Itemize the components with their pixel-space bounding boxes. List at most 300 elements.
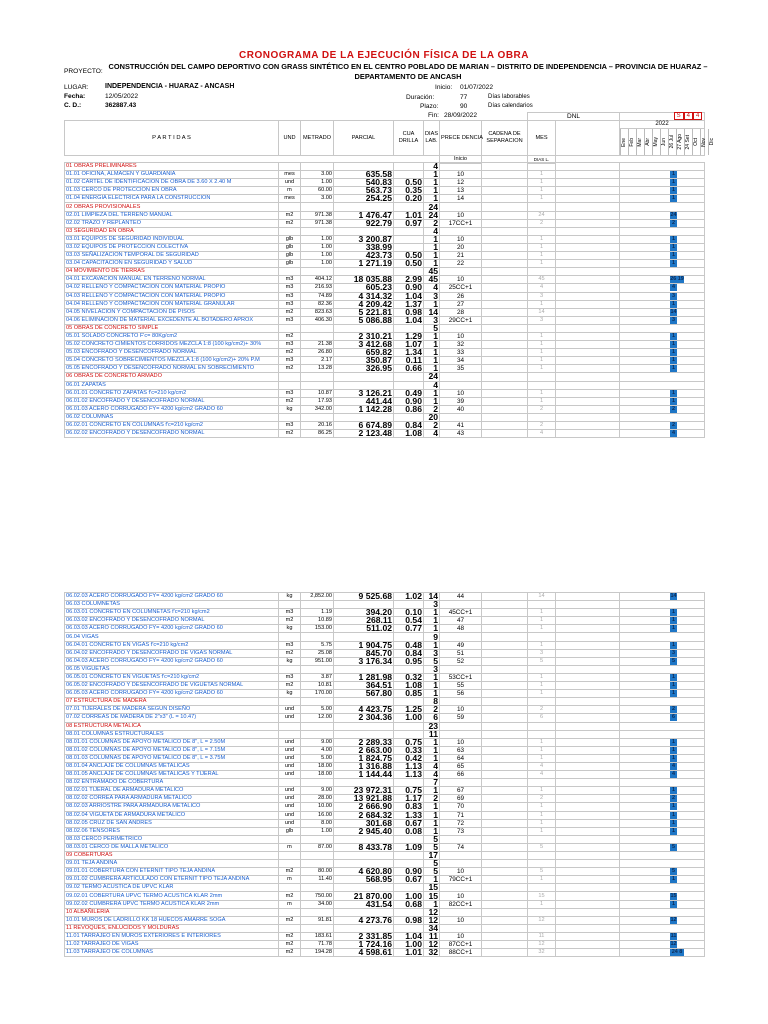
gantt-cell (620, 892, 705, 900)
cuadrilla-cell: 0.98 (394, 308, 424, 316)
gantt-bar: 15 (670, 892, 677, 899)
partida-desc: 02.01 LIMPIEZA DEL TERRENO MANUAL (65, 211, 279, 219)
unit-cell: m3 (279, 673, 301, 681)
dnl-cell (556, 422, 620, 430)
cuadrilla-cell: 0.67 (394, 876, 424, 884)
unit-cell: m2 (279, 892, 301, 900)
dias-lab-cell: 12 (424, 916, 440, 924)
table-row (65, 260, 705, 268)
gantt-bar: 2 (672, 219, 675, 226)
partida-desc: 01.02 CARTEL DE IDENTIFICACION DE OBRA DE 3.60 X 2.40 M (65, 179, 279, 187)
dias-lab-cell: 24 (424, 373, 440, 381)
gantt-cell (620, 949, 705, 957)
dnl-cell (556, 625, 620, 633)
precedencia-cell: 10 (440, 706, 482, 714)
precedencia-cell: 41 (440, 422, 482, 430)
mes-cell: 4 (528, 762, 556, 770)
gantt-cell (620, 381, 705, 389)
table-row (65, 771, 705, 779)
cadena-cell (482, 730, 528, 738)
gantt-cell (620, 754, 705, 762)
gantt-cell (620, 276, 705, 284)
cuadrilla-cell: 1.08 (394, 430, 424, 438)
dias-lab-cell: 1 (424, 300, 440, 308)
partida-desc: 04 MOVIMIENTO DE TIERRAS (65, 268, 279, 276)
metrado-cell: 971.38 (301, 211, 334, 219)
duracion-value: 77 (460, 94, 468, 101)
precedencia-cell: 55 (440, 682, 482, 690)
parcial-cell: 1 316.88 (334, 762, 394, 770)
cadena-cell (482, 714, 528, 722)
mes-cell: 4 (528, 771, 556, 779)
partida-desc: 09 COBERTURAS (65, 852, 279, 860)
unit-cell (279, 698, 301, 706)
dnl-cell (556, 381, 620, 389)
parcial-cell: 635.58 (334, 171, 394, 179)
gantt-cell (620, 171, 705, 179)
dias-lab-cell: 2 (424, 795, 440, 803)
precedencia-cell (440, 324, 482, 332)
parcial-cell: 301.68 (334, 819, 394, 827)
cadena-cell (482, 690, 528, 698)
gantt-bar: 1 (672, 357, 675, 364)
parcial-cell: 21 870.00 (334, 892, 394, 900)
dnl-cell (556, 349, 620, 357)
month-label: Feb (629, 137, 636, 147)
cuadrilla-cell: 1.17 (394, 795, 424, 803)
partida-desc: 06.05.01 CONCRETO EN VIGUETAS f'c=210 kg/cm2 (65, 673, 279, 681)
metrado-cell (301, 730, 334, 738)
dias-lab-cell: 4 (424, 430, 440, 438)
parcial-cell: 394.20 (334, 609, 394, 617)
unit-cell (279, 601, 301, 609)
dias-lab-cell: 1 (424, 673, 440, 681)
parcial-cell: 18 035.88 (334, 276, 394, 284)
gantt-bar: 4 (672, 430, 675, 437)
dnl-cell (556, 179, 620, 187)
cuadrilla-cell: 0.77 (394, 625, 424, 633)
precedencia-cell: 21 (440, 252, 482, 260)
metrado-cell: 5.75 (301, 641, 334, 649)
cadena-cell (482, 649, 528, 657)
duracion-label: Duración: (406, 94, 435, 101)
metrado-cell: 823.63 (301, 308, 334, 316)
table-row (65, 219, 705, 227)
unit-cell: und (279, 714, 301, 722)
partida-desc: 05.04 CONCRETO SOBRECIMIENTOS MEZCLA 1:8 (100 kg/cm2)+ 20% P.M (65, 357, 279, 365)
partida-desc: 08 ESTRUCTURA METALICA (65, 722, 279, 730)
table-row (65, 625, 705, 633)
cuadrilla-cell: 1.33 (394, 811, 424, 819)
dnl-cell (556, 762, 620, 770)
unit-cell: m3 (279, 389, 301, 397)
dias-lab-cell: 5 (424, 843, 440, 851)
parcial-cell: 2 123.48 (334, 430, 394, 438)
gantt-cell (620, 389, 705, 397)
unit-cell (279, 924, 301, 932)
dias-lab-cell: 1 (424, 609, 440, 617)
cuadrilla-cell: 0.20 (394, 195, 424, 203)
metrado-cell: 82.36 (301, 300, 334, 308)
mes-cell: 1 (528, 900, 556, 908)
dnl-cell (556, 324, 620, 332)
gantt-bar: 1 (672, 235, 675, 242)
gantt-cell (620, 203, 705, 211)
partida-desc: 05.03 ENCOFRADO Y DESENCOFRADO NORMAL (65, 349, 279, 357)
gantt-cell (620, 332, 705, 340)
cadena-cell (482, 698, 528, 706)
table-row (65, 365, 705, 373)
dnl-cell (556, 268, 620, 276)
month-label: Ene (621, 137, 628, 147)
unit-cell: m2 (279, 868, 301, 876)
dnl-cell (556, 722, 620, 730)
dias-lab-cell: 1 (424, 349, 440, 357)
dias-lab-cell: 1 (424, 803, 440, 811)
mes-cell: 1 (528, 746, 556, 754)
unit-cell (279, 730, 301, 738)
dnl-cell (556, 690, 620, 698)
precedencia-cell: 10 (440, 738, 482, 746)
unit-cell: m2 (279, 430, 301, 438)
precedencia-cell: 10 (440, 389, 482, 397)
unit-cell: m2 (279, 349, 301, 357)
precedencia-cell (440, 203, 482, 211)
mes-cell: 1 (528, 819, 556, 827)
gantt-bar: 1 (672, 617, 675, 624)
unit-cell (279, 373, 301, 381)
cuadrilla-cell: 1.09 (394, 843, 424, 851)
gantt-bar: 4 (672, 771, 675, 778)
dias-lab-cell: 24 (424, 203, 440, 211)
partida-desc: 05.05 ENCOFRADO Y DESENCOFRADO NORMAL EN SOBRECIMIENTO (65, 365, 279, 373)
dnl-cell (556, 601, 620, 609)
cuadrilla-cell: 0.10 (394, 609, 424, 617)
mes-cell: 11 (528, 932, 556, 940)
precedencia-cell: 48 (440, 625, 482, 633)
gantt-cell (620, 284, 705, 292)
precedencia-cell: 53CC+1 (440, 673, 482, 681)
parcial-cell: 3 126.21 (334, 389, 394, 397)
parcial-cell: 659.82 (334, 349, 394, 357)
gantt-bar: 5 (672, 657, 675, 664)
dias-lab-cell: 2 (424, 219, 440, 227)
cadena-cell (482, 276, 528, 284)
dnl-cell (556, 593, 620, 601)
dnl-cell (556, 641, 620, 649)
mes-cell: 1 (528, 243, 556, 251)
unit-cell: und (279, 179, 301, 187)
gantt-cell (620, 413, 705, 421)
dnl-cell (556, 860, 620, 868)
gantt-bar: 1 (672, 341, 675, 348)
parcial-cell: 9 525.68 (334, 593, 394, 601)
gantt-cell (620, 633, 705, 641)
precedencia-cell: 10 (440, 932, 482, 940)
cadena-cell (482, 625, 528, 633)
unit-cell: mes (279, 195, 301, 203)
precedencia-cell (440, 924, 482, 932)
mes-cell: 1 (528, 754, 556, 762)
cuadrilla-cell: 1.13 (394, 771, 424, 779)
cuadrilla-cell: 1.07 (394, 341, 424, 349)
metrado-cell: 1.00 (301, 243, 334, 251)
parcial-cell: 2 684.32 (334, 811, 394, 819)
partida-desc: 08.02.06 TENSORES (65, 827, 279, 835)
gantt-cell (620, 665, 705, 673)
dnl-cell (556, 657, 620, 665)
gantt-cell (620, 779, 705, 787)
precedencia-cell: 67 (440, 787, 482, 795)
cuadrilla-cell: 0.54 (394, 617, 424, 625)
gantt-cell (620, 349, 705, 357)
precedencia-cell: 29CC+1 (440, 316, 482, 324)
dnl-cell (556, 698, 620, 706)
metrado-cell: 1.00 (301, 260, 334, 268)
dnl-cell (556, 714, 620, 722)
partida-desc: 08.02.03 ARRIOSTRE PARA ARMADURA METALICO (65, 803, 279, 811)
unit-cell: glb (279, 827, 301, 835)
cadena-cell (482, 308, 528, 316)
gantt-cell (620, 714, 705, 722)
parcial-cell: 1 281.98 (334, 673, 394, 681)
dnl-cell (556, 227, 620, 235)
dnl-cell (556, 292, 620, 300)
col-metrado: METRADO (301, 121, 334, 156)
unit-cell: m2 (279, 682, 301, 690)
mes-cell: 3 (528, 316, 556, 324)
cadena-cell (482, 292, 528, 300)
unit-cell: kg (279, 690, 301, 698)
metrado-cell: 10.00 (301, 803, 334, 811)
metrado-cell: 2,852.00 (301, 593, 334, 601)
dnl-cell (556, 827, 620, 835)
dnl-cell (556, 787, 620, 795)
metrado-cell (301, 381, 334, 389)
dnl-cell (556, 316, 620, 324)
precedencia-cell: 35 (440, 365, 482, 373)
gantt-bar: 5 (672, 868, 675, 875)
cuadrilla-cell: 0.95 (394, 657, 424, 665)
metrado-cell: 10.87 (301, 389, 334, 397)
unit-cell (279, 884, 301, 892)
cadena-cell (482, 171, 528, 179)
dnl-cell (556, 413, 620, 421)
unit-cell: m2 (279, 332, 301, 340)
parcial-cell: 2 310.21 (334, 332, 394, 340)
cadena-cell (482, 827, 528, 835)
dias-lab-cell: 1 (424, 397, 440, 405)
metrado-cell: 170.00 (301, 690, 334, 698)
gantt-bar: 3 (672, 649, 675, 656)
cuadrilla-cell (394, 235, 424, 243)
cadena-cell (482, 657, 528, 665)
unit-cell (279, 908, 301, 916)
metrado-cell (301, 413, 334, 421)
table-row (65, 430, 705, 438)
gantt-bar: 11 (670, 932, 677, 939)
unit-cell: m3 (279, 292, 301, 300)
partida-desc: 10.01 MUROS DE LADRILLO KK 18 HUECOS AMARRE SOGA (65, 916, 279, 924)
precedencia-cell: 20 (440, 243, 482, 251)
unit-cell: m (279, 843, 301, 851)
mes-cell: 1 (528, 195, 556, 203)
cadena-cell (482, 349, 528, 357)
metrado-cell (301, 268, 334, 276)
precedencia-cell: 59 (440, 714, 482, 722)
dnl-cell (556, 682, 620, 690)
unit-cell: m (279, 876, 301, 884)
month-header (644, 129, 652, 155)
cadena-cell (482, 868, 528, 876)
cuadrilla-cell: 1.01 (394, 949, 424, 957)
cadena-cell (482, 819, 528, 827)
dnl-cell (556, 876, 620, 884)
unit-cell (279, 633, 301, 641)
cadena-cell (482, 916, 528, 924)
precedencia-cell: 82CC+1 (440, 900, 482, 908)
cuadrilla-cell: 0.50 (394, 252, 424, 260)
precedencia-cell: 63 (440, 746, 482, 754)
mes-cell: 1 (528, 787, 556, 795)
metrado-cell: 18.00 (301, 762, 334, 770)
mes-cell: 1 (528, 609, 556, 617)
parcial-cell: 1 824.75 (334, 754, 394, 762)
precedencia-cell: 79CC+1 (440, 876, 482, 884)
metrado-cell (301, 852, 334, 860)
gantt-bar: 12 (670, 916, 677, 923)
gantt-cell (620, 811, 705, 819)
parcial-cell: 326.95 (334, 365, 394, 373)
precedencia-cell: 33 (440, 349, 482, 357)
partida-desc: 02.02 TRAZO Y REPLANTEO (65, 219, 279, 227)
dnl-cell (556, 235, 620, 243)
cadena-cell (482, 332, 528, 340)
precedencia-cell: 39 (440, 397, 482, 405)
cuadrilla-cell: 0.33 (394, 746, 424, 754)
gantt-cell (620, 641, 705, 649)
gantt-cell (620, 625, 705, 633)
gantt-cell (620, 405, 705, 413)
gantt-cell (620, 884, 705, 892)
partida-desc: 01.01 OFICINA, ALMACEN Y GUARDIANIA (65, 171, 279, 179)
metrado-cell: 26.80 (301, 349, 334, 357)
cadena-cell (482, 211, 528, 219)
gantt-cell (620, 746, 705, 754)
mes-cell: 1 (528, 827, 556, 835)
gantt-bar: 1 (672, 397, 675, 404)
mes-cell: 5 (528, 843, 556, 851)
partida-desc: 06.03.03 ACERO CORRUGADO FY= 4200 kg/cm2 GRADO 60 (65, 625, 279, 633)
metrado-cell: 1.00 (301, 827, 334, 835)
dnl-cell (556, 924, 620, 932)
gantt-bar: 24 (670, 211, 677, 218)
precedencia-cell: 73 (440, 827, 482, 835)
dnl-cell (556, 771, 620, 779)
cuadrilla-cell: 1.29 (394, 332, 424, 340)
gantt-bar: 1 (672, 803, 675, 810)
dias-lab-cell: 15 (424, 884, 440, 892)
dnl-cell (556, 884, 620, 892)
month-header (700, 129, 708, 155)
partida-desc: 09.02 TERMO ACUSTICA DE UPVC KLAR (65, 884, 279, 892)
month-label: 27 Ago (677, 134, 684, 150)
metrado-cell: 216.93 (301, 284, 334, 292)
parcial-cell: 6 674.89 (334, 422, 394, 430)
mes-cell: 1 (528, 171, 556, 179)
unit-cell: kg (279, 625, 301, 633)
metrado-cell: 750.00 (301, 892, 334, 900)
gantt-cell (620, 341, 705, 349)
mes-cell: 3 (528, 292, 556, 300)
unit-cell: m2 (279, 617, 301, 625)
cadena-cell (482, 722, 528, 730)
gantt-bar: 1 (672, 673, 675, 680)
gantt-cell (620, 252, 705, 260)
proyecto-label: PROYECTO: (64, 68, 103, 75)
cadena-cell (482, 413, 528, 421)
metrado-cell: 74.89 (301, 292, 334, 300)
cuadrilla-cell: 1.04 (394, 292, 424, 300)
partida-desc: 08.01 COLUMNAS ESTRUCTURALES (65, 730, 279, 738)
cadena-cell (482, 389, 528, 397)
cadena-cell (482, 762, 528, 770)
partida-desc: 01.03 CERCO DE PROTECCION EN OBRA (65, 187, 279, 195)
gantt-bar: 3 (672, 292, 675, 299)
partida-desc: 06.04.02 ENCOFRADO Y DESENCOFRADO DE VIGAS NORMAL (65, 649, 279, 657)
dnl-cell (556, 397, 620, 405)
unit-cell: m (279, 900, 301, 908)
month-label: 24 Set (685, 134, 692, 150)
partida-desc: 08.02 ENTRAMADO DE COBERTURA (65, 779, 279, 787)
metrado-cell: 25.08 (301, 649, 334, 657)
metrado-cell (301, 924, 334, 932)
gantt-bar: 1 (672, 690, 675, 697)
unit-cell: m3 (279, 300, 301, 308)
partida-desc: 06.02.02 ENCOFRADO Y DESENCOFRADO NORMAL (65, 430, 279, 438)
parcial-cell: 423.73 (334, 252, 394, 260)
precedencia-cell: 10 (440, 868, 482, 876)
precedencia-cell (440, 163, 482, 171)
month-label: Nov (701, 137, 708, 147)
mes-cell (528, 698, 556, 706)
precedencia-cell: 14 (440, 195, 482, 203)
cuadrilla-cell: 1.01 (394, 211, 424, 219)
unit-cell: glb (279, 235, 301, 243)
gantt-bar: 4 (672, 763, 675, 770)
partida-desc: 03.04 CAPACITACION EN SEGURIDAD Y SALUD (65, 260, 279, 268)
metrado-cell: 8.00 (301, 819, 334, 827)
parcial-cell: 2 666.90 (334, 803, 394, 811)
gantt-cell (620, 738, 705, 746)
precedencia-cell: 25CC+1 (440, 284, 482, 292)
cadena-cell (482, 422, 528, 430)
parcial-cell: 4 273.76 (334, 916, 394, 924)
gantt-cell (620, 163, 705, 171)
cuadrilla-cell: 1.04 (394, 932, 424, 940)
partida-desc: 09.02.01 COBERTURA UPVC TERMO ACUSTICA KLAR 2mm (65, 892, 279, 900)
gantt-bar: 2 (672, 405, 675, 412)
partida-desc: 08.03.01 CERCO DE MALLA METALICO (65, 843, 279, 851)
mes-cell: 1 (528, 179, 556, 187)
gantt-cell (620, 179, 705, 187)
parcial-cell: 4 314.32 (334, 292, 394, 300)
parcial-cell: 2 945.40 (334, 827, 394, 835)
parcial-cell: 540.83 (334, 179, 394, 187)
cadena-cell (482, 203, 528, 211)
mes-cell (528, 163, 556, 171)
mes-cell: 1 (528, 365, 556, 373)
